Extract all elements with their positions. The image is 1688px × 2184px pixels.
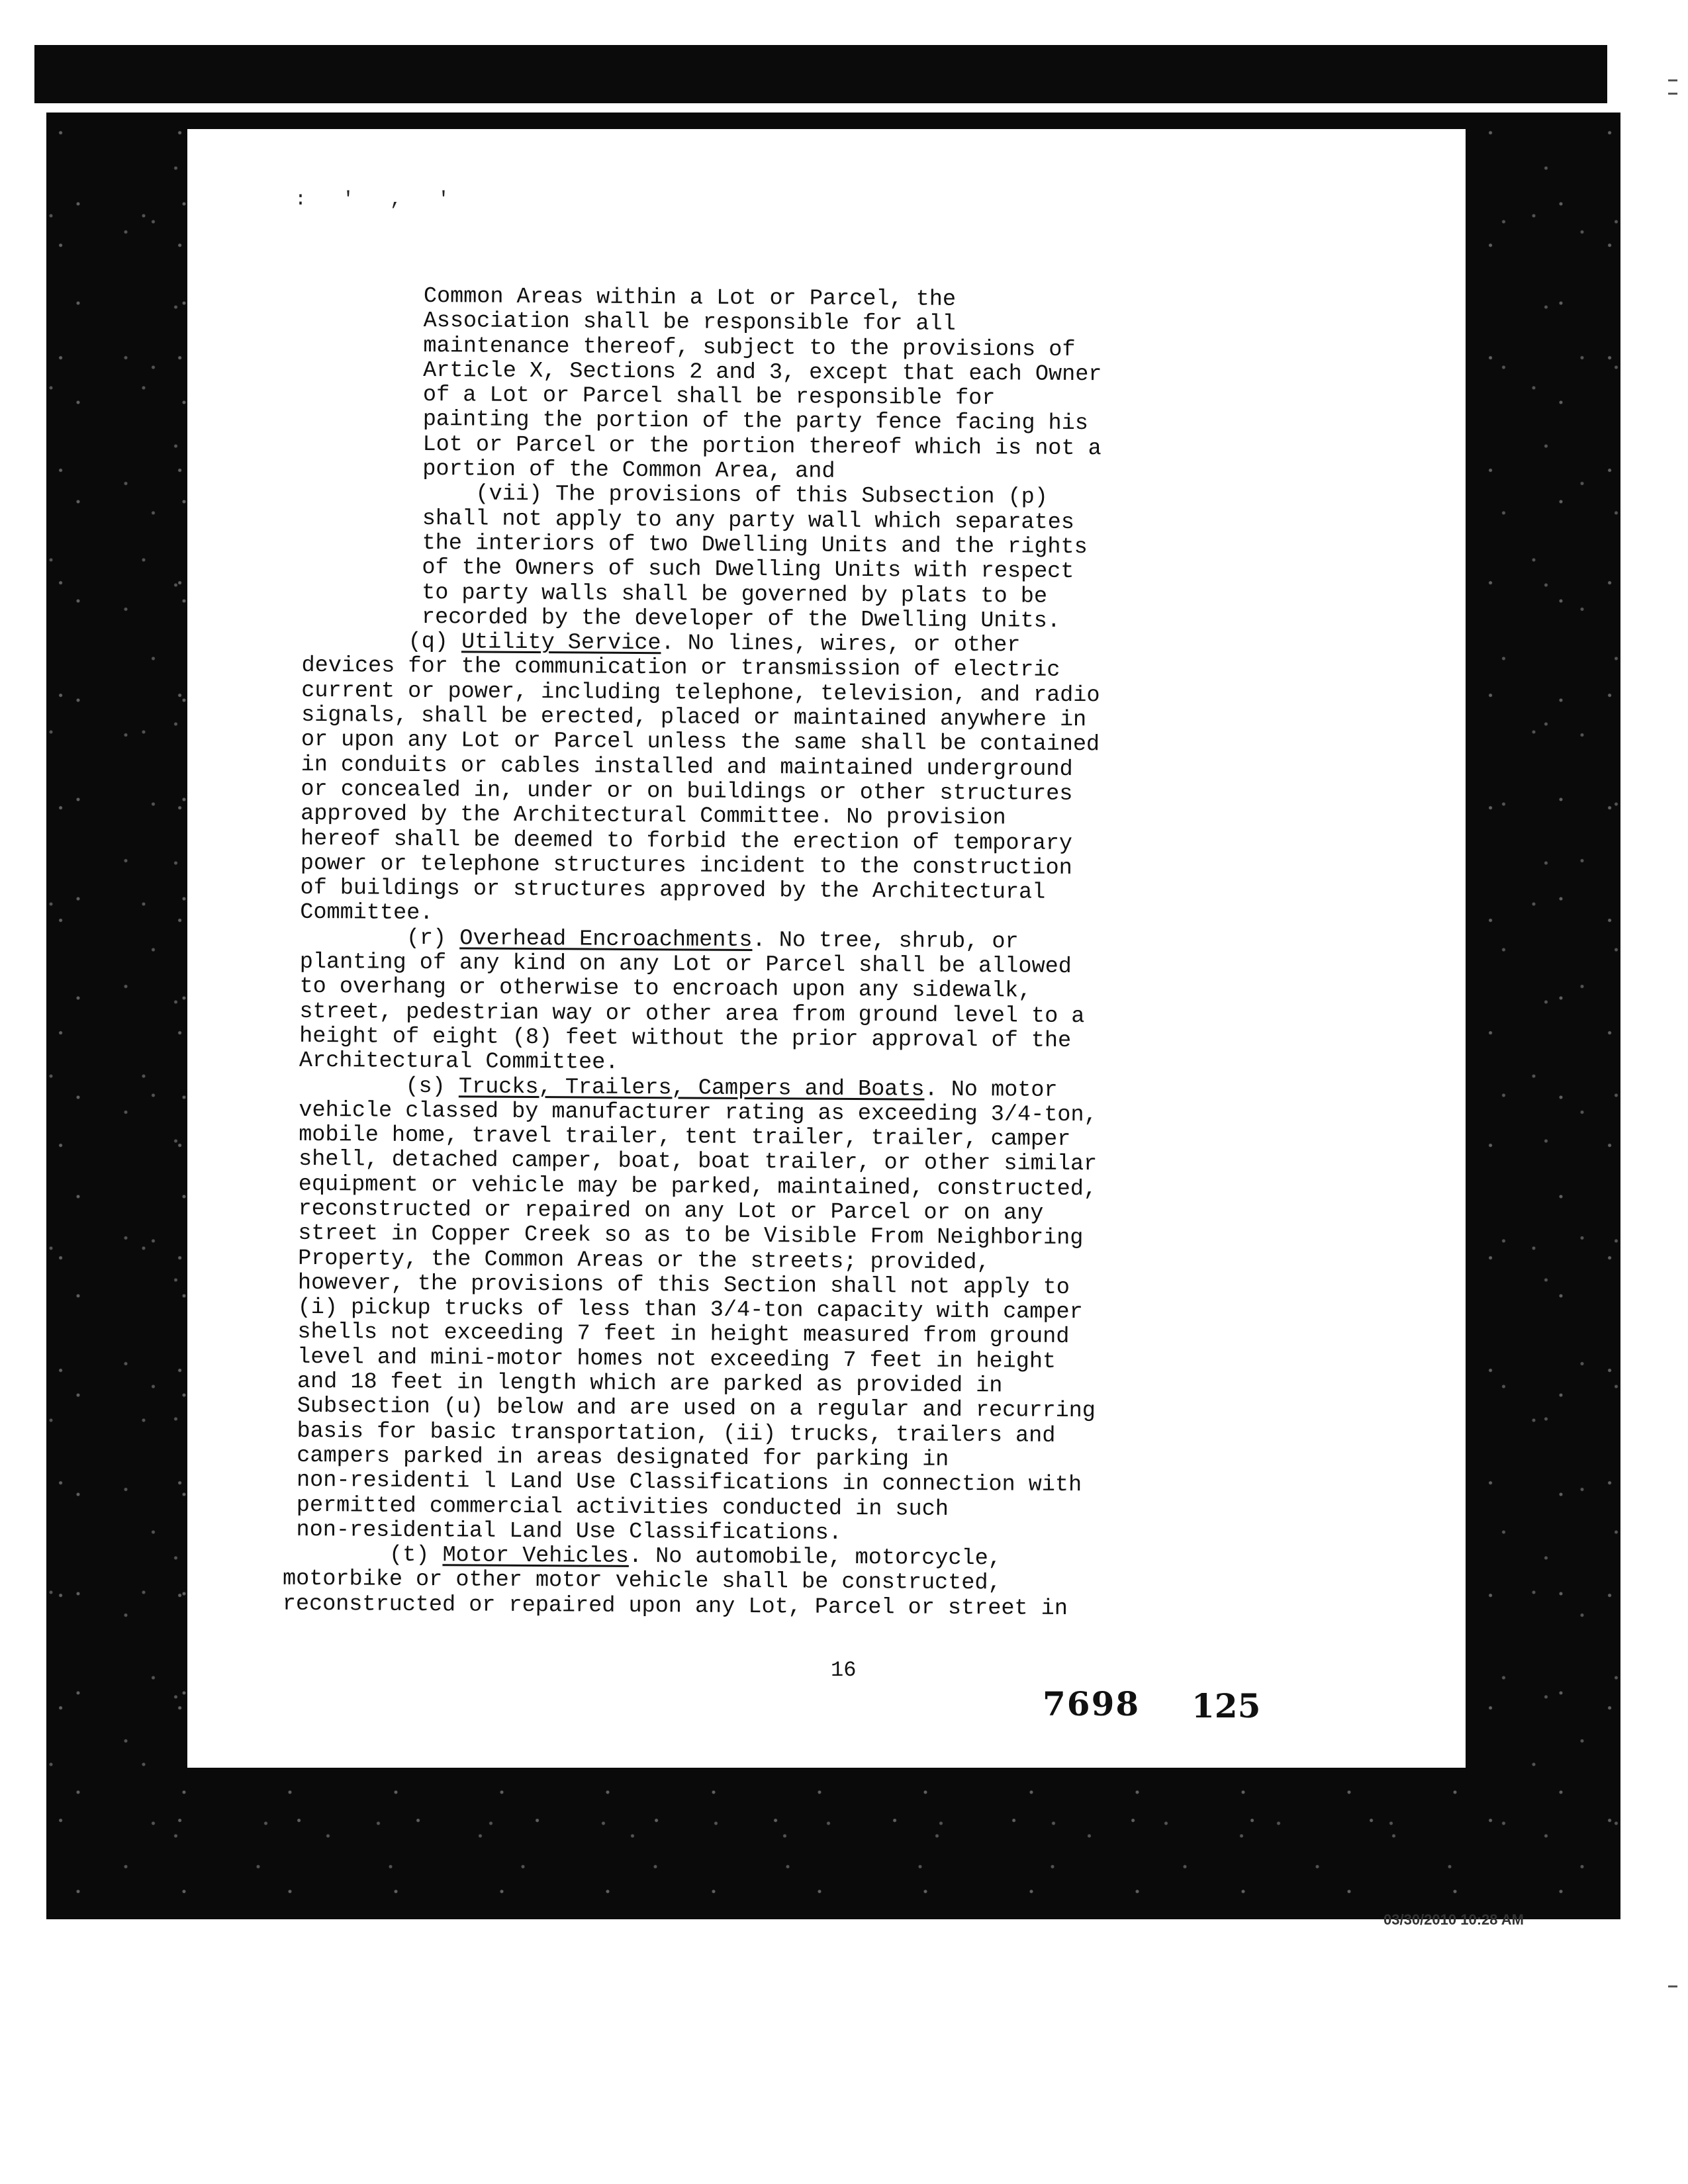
text-fragment: . No automobile, motorcycle, [628, 1544, 1002, 1572]
text-fragment: Common Areas within a Lot or Parcel, the [423, 284, 957, 312]
text-fragment: street, pedestrian way or other area from ground level to a [299, 999, 1085, 1029]
text-fragment: portion of the Common Area, and [422, 457, 835, 484]
text-fragment: of a Lot or Parcel shall be responsible for [422, 383, 996, 412]
text-fragment: (i) pickup trucks of less than 3/4-ton capacity with camper [297, 1295, 1083, 1326]
edge-mark [1668, 1985, 1677, 1987]
text-fragment: permitted commercial activities conducted in such [296, 1492, 949, 1522]
text-fragment: recorded by the developer of the Dwelling Units. [421, 604, 1060, 634]
text-fragment: of the Owners of such Dwelling Units with respect [422, 555, 1074, 585]
text-fragment: mobile home, travel trailer, tent trailer, trailer, camper [299, 1122, 1071, 1153]
document-body-text [282, 284, 1364, 1623]
text-fragment: Committee. [300, 900, 434, 927]
text-fragment: to party walls shall be governed by plats to be [422, 580, 1048, 610]
text-fragment: motorbike or other motor vehicle shall be constructed, [282, 1567, 1002, 1596]
text-fragment: in conduits or cables installed and maintained underground [301, 752, 1073, 782]
text-fragment: reconstructed or repaired upon any Lot, Parcel or street in [282, 1591, 1068, 1621]
text-fragment: Architectural Committee. [299, 1048, 619, 1076]
section-heading: Overhead Encroachments [459, 926, 753, 953]
text-fragment: . No tree, shrub, or [752, 927, 1019, 955]
text-fragment: basis for basic transportation, (ii) trucks, trailers and [297, 1418, 1056, 1449]
text-fragment: (s) [405, 1073, 459, 1099]
text-fragment: Subsection (u) below and are used on a regular and recurring [297, 1394, 1096, 1424]
text-fragment: of buildings or structures approved by the Architectural [300, 876, 1046, 905]
text-fragment: level and mini-motor homes not exceeding 7 feet in height [297, 1344, 1056, 1375]
edge-mark [1668, 79, 1677, 81]
text-fragment: height of eight (8) feet without the prior approval of the [299, 1023, 1072, 1054]
text-fragment: current or power, including telephone, television, and radio [301, 678, 1100, 709]
text-fragment: equipment or vehicle may be parked, maintained, constructed, [298, 1171, 1098, 1202]
text-fragment: shells not exceeding 7 feet in height measured from ground [297, 1320, 1070, 1350]
text-fragment: to overhang or otherwise to encroach upon any sidewalk, [299, 974, 1032, 1004]
text-fragment: (vii) The provisions of this Subsection (p) [475, 481, 1049, 511]
text-fragment: power or telephone structures incident to the construction [300, 850, 1072, 881]
text-fragment: non-residenti l Land Use Classifications in connection with [296, 1468, 1082, 1498]
text-fragment: vehicle classed by manufacturer rating as exceeding 3/4-ton, [299, 1097, 1098, 1128]
section-heading: Motor Vehicles [442, 1543, 630, 1570]
scan-top-gap [34, 103, 1607, 113]
text-fragment: shell, detached camper, boat, boat trailer, or other similar [298, 1147, 1098, 1177]
recording-page-number: 125 [1192, 1686, 1261, 1725]
text-fragment: . No lines, wires, or other [661, 631, 1021, 659]
text-fragment: signals, shall be erected, placed or maintained anywhere in [301, 702, 1087, 733]
text-fragment: street in Copper Creek so as to be Visible From Neighboring [298, 1221, 1084, 1251]
text-fragment: non-residential Land Use Classifications. [296, 1517, 842, 1546]
corner-marks: : ' , ' [295, 189, 462, 211]
edge-mark [1668, 93, 1677, 95]
text-fragment: hereof shall be deemed to forbid the erection of temporary [300, 826, 1073, 856]
text-fragment: approved by the Architectural Committee. No provision [301, 801, 1006, 831]
text-fragment: (q) [408, 629, 462, 655]
text-fragment: shall not apply to any party wall which separates [422, 506, 1074, 535]
text-fragment: reconstructed or repaired on any Lot or Parcel or on any [298, 1196, 1044, 1226]
text-fragment: or upon any Lot or Parcel unless the same shall be contained [301, 727, 1100, 758]
text-fragment: (t) [389, 1542, 443, 1569]
text-fragment: maintenance thereof, subject to the provisions of [423, 333, 1076, 363]
text-fragment: however, the provisions of this Section shall not apply to [297, 1270, 1070, 1300]
text-fragment: the interiors of two Dwelling Units and the rights [422, 530, 1088, 561]
text-fragment: campers parked in areas designated for parking in [297, 1443, 949, 1473]
text-fragment: (r) [406, 925, 460, 952]
text-fragment: and 18 feet in length which are parked as provided in [297, 1369, 1003, 1399]
text-fragment: painting the portion of the party fence facing his [422, 407, 1089, 437]
section-heading: Trucks, Trailers, Campers and Boats [458, 1073, 925, 1103]
text-fragment: Association shall be responsible for all [423, 308, 956, 338]
scan-top-strip [34, 45, 1607, 103]
text-fragment: Property, the Common Areas or the streets; provided, [298, 1246, 990, 1275]
text-fragment: . No motor [924, 1077, 1058, 1103]
text-fragment: Lot or Parcel or the portion thereof which is not a [422, 432, 1102, 462]
scan-timestamp: 03/30/2010 10:28 AM [1383, 1911, 1524, 1928]
recording-book-number: 7698 [1043, 1684, 1141, 1723]
page-number: 16 [831, 1658, 857, 1682]
text-fragment: devices for the communication or transmission of electric [301, 653, 1060, 684]
section-heading: Utility Service [461, 629, 661, 657]
text-fragment: planting of any kind on any Lot or Parcel shall be allowed [299, 949, 1072, 980]
text-fragment: or concealed in, under or on buildings or other structures [301, 776, 1073, 807]
text-fragment: Article X, Sections 2 and 3, except that each Owner [423, 357, 1102, 388]
